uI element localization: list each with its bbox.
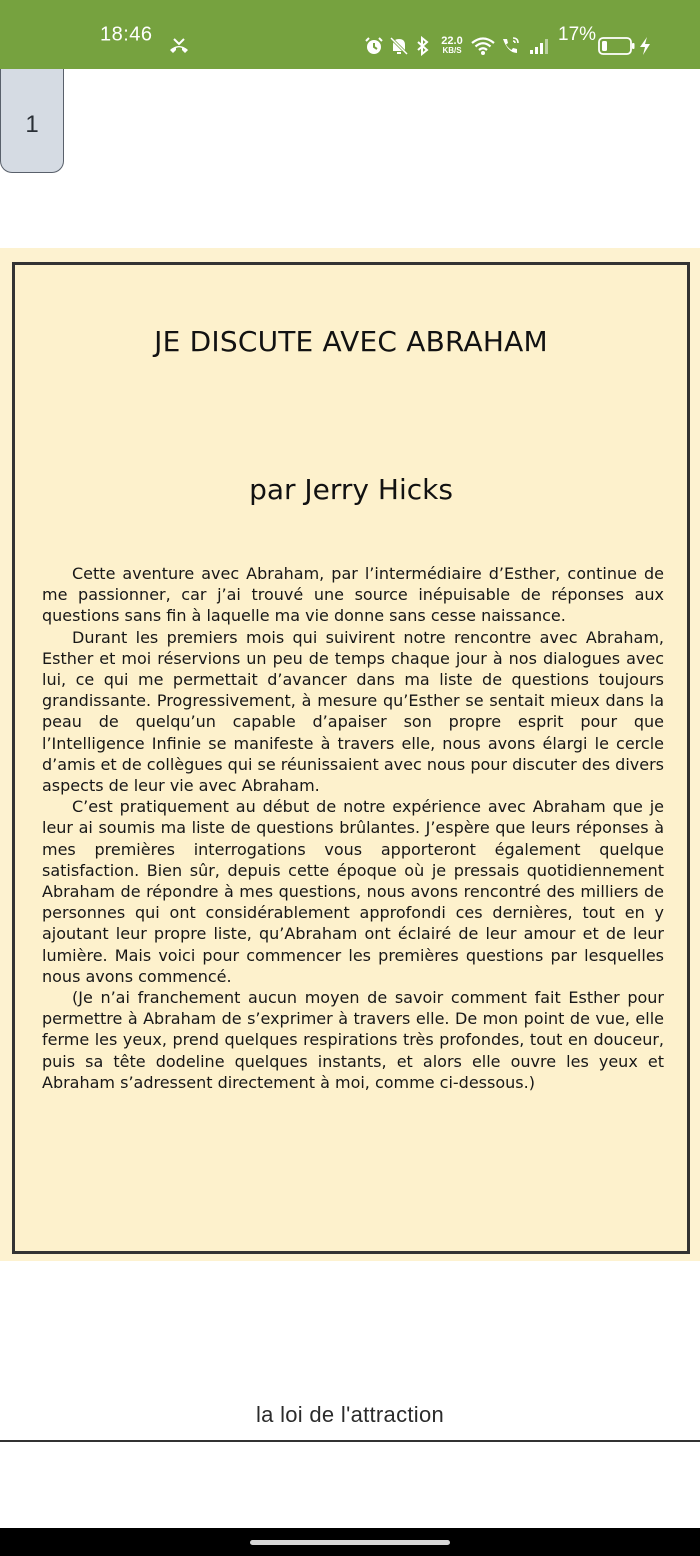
page-number-tab[interactable] <box>0 69 64 173</box>
network-speed: 22.0 KB/S <box>441 35 463 55</box>
bluetooth-icon <box>416 36 430 56</box>
paragraph: Cette aventure avec Abraham, par l’intermédiaire d’Esther, continue de me passionner, car j’ai trouvé une source inépuisable de réponses aux questions sans fin à laquelle ma vie donne sans cesse naissance. <box>42 564 664 626</box>
alarm-icon <box>364 36 384 56</box>
paragraph: Durant les premiers mois qui suivirent notre rencontre avec Abraham, Esther et moi réservions un peu de temps chaque jour à nos dialogues avec lui, ce qui me permettait d’avancer dans ma liste de questions toujours grandissante. Progressivement, à mesure qu’Esther se sentait mieux dans la peau de quelqu’un capable d’apaiser son propre esprit pour que l’Intelligence Infinie se manifeste à travers elle, nous avons élargi le cercle d’amis et de collègues qui se réunissaient avec nous pour discuter des divers aspects de leur vie avec Abraham. <box>42 627 664 796</box>
page-number: 1 <box>25 111 39 138</box>
page-frame <box>12 262 690 1254</box>
home-gesture-handle[interactable] <box>250 1540 450 1545</box>
book-caption: la loi de l'attraction <box>255 1402 445 1427</box>
wifi-icon <box>471 36 495 56</box>
chapter-title: JE DISCUTE AVEC ABRAHAM <box>154 325 548 358</box>
navigation-bar <box>0 1528 700 1556</box>
missed-call-icon <box>168 37 190 55</box>
signal-icon <box>529 37 551 55</box>
bottom-panel <box>0 1440 700 1528</box>
wifi-calling-icon <box>500 36 522 56</box>
charging-icon <box>638 36 652 56</box>
paragraph: C’est pratiquement au début de notre expérience avec Abraham que je leur ai soumis ma liste de questions brûlantes. J’espère que leurs réponses à mes premières interrogations vous apporteront également quelque satisfaction. Bien sûr, depuis cette époque où je pressais quotidiennement Abraham de répondre à mes questions, nous avons rencontré des milliers de personnes qui ont considérablement approfondi ces dernières, tout en y ajoutant leur propre liste, qu’Abraham ont éclairé de leur amour et de leur lumière. Mais voici pour commencer les premières questions par lesquelles nous avons commencé. <box>42 797 664 986</box>
chapter-author: par Jerry Hicks <box>249 473 453 506</box>
book-page <box>0 248 700 1261</box>
battery-percent: 17% <box>558 24 597 45</box>
battery-icon <box>598 36 636 56</box>
status-bar <box>0 0 700 69</box>
chapter-body <box>42 563 664 1093</box>
paragraph: (Je n’ai franchement aucun moyen de savoir comment fait Esther pour permettre à Abraham de s’exprimer à travers elle. De mon point de vue, elle ferme les yeux, prend quelques respirations très profondes, tout en douceur, puis sa tête dodeline quelques instants, et alors elle ouvre les yeux et Abraham s’adressent directement à moi, comme ci-dessous.) <box>42 988 664 1092</box>
status-time: 18:46 <box>100 23 153 46</box>
mute-icon <box>389 36 409 56</box>
